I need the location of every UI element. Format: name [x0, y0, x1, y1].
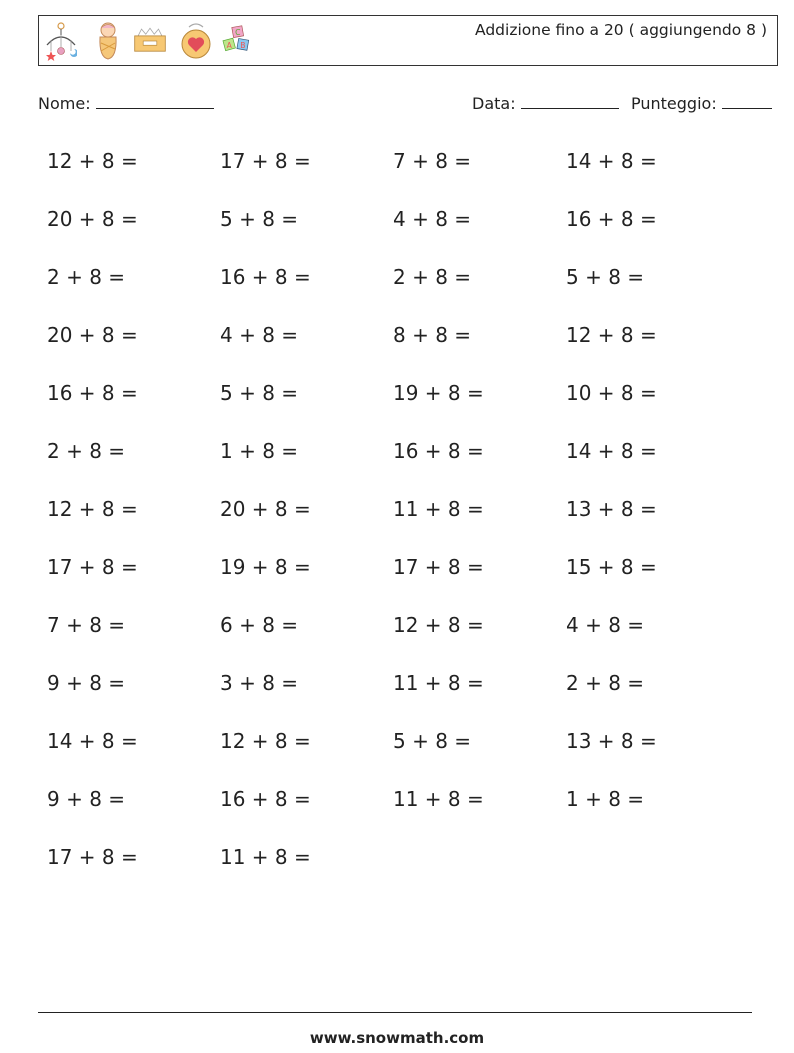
swaddled-baby-icon — [91, 21, 125, 61]
addition-problem: 12 + 8 = — [47, 497, 138, 521]
addition-problem: 7 + 8 = — [393, 149, 472, 173]
addition-problem: 16 + 8 = — [393, 439, 484, 463]
svg-text:B: B — [240, 40, 246, 50]
addition-problem: 2 + 8 = — [393, 265, 472, 289]
worksheet-header — [38, 15, 778, 66]
addition-problem: 16 + 8 = — [220, 265, 311, 289]
tissue-box-icon — [133, 21, 167, 61]
addition-problem: 4 + 8 = — [566, 613, 645, 637]
addition-problem: 12 + 8 = — [47, 149, 138, 173]
addition-problem: 1 + 8 = — [220, 439, 299, 463]
addition-problem: 19 + 8 = — [220, 555, 311, 579]
addition-problem: 15 + 8 = — [566, 555, 657, 579]
addition-problem: 19 + 8 = — [393, 381, 484, 405]
addition-problem: 2 + 8 = — [47, 439, 126, 463]
addition-problem: 16 + 8 = — [220, 787, 311, 811]
addition-problem: 7 + 8 = — [47, 613, 126, 637]
addition-problem: 14 + 8 = — [566, 439, 657, 463]
addition-problem: 4 + 8 = — [393, 207, 472, 231]
name-blank-line — [96, 94, 214, 109]
name-field — [38, 94, 214, 113]
addition-problem: 5 + 8 = — [220, 381, 299, 405]
addition-problem: 20 + 8 = — [220, 497, 311, 521]
addition-problem: 11 + 8 = — [393, 671, 484, 695]
date-field — [472, 94, 619, 113]
addition-problem: 17 + 8 = — [393, 555, 484, 579]
baby-bib-heart-icon — [179, 21, 213, 61]
svg-text:C: C — [235, 28, 241, 38]
addition-problem: 14 + 8 = — [566, 149, 657, 173]
addition-problem: 3 + 8 = — [220, 671, 299, 695]
addition-problem: 8 + 8 = — [393, 323, 472, 347]
score-field — [631, 94, 772, 113]
addition-problem: 11 + 8 = — [393, 787, 484, 811]
score-label: Punteggio: — [631, 94, 717, 113]
addition-problem: 2 + 8 = — [566, 671, 645, 695]
addition-problem: 13 + 8 = — [566, 497, 657, 521]
svg-text:A: A — [226, 40, 232, 50]
addition-problem: 2 + 8 = — [47, 265, 126, 289]
addition-problem: 11 + 8 = — [220, 845, 311, 869]
addition-problem: 4 + 8 = — [220, 323, 299, 347]
addition-problem: 9 + 8 = — [47, 671, 126, 695]
addition-problem: 17 + 8 = — [47, 555, 138, 579]
addition-problem: 16 + 8 = — [566, 207, 657, 231]
addition-problem: 12 + 8 = — [393, 613, 484, 637]
addition-problem: 12 + 8 = — [220, 729, 311, 753]
name-label: Nome: — [38, 94, 91, 113]
abc-blocks-icon — [219, 21, 253, 61]
addition-problem: 20 + 8 = — [47, 323, 138, 347]
addition-problem: 17 + 8 = — [220, 149, 311, 173]
addition-problem: 17 + 8 = — [47, 845, 138, 869]
addition-problem: 5 + 8 = — [393, 729, 472, 753]
baby-mobile-icon — [43, 21, 77, 61]
score-blank-line — [722, 94, 772, 109]
date-label: Data: — [472, 94, 516, 113]
addition-problem: 13 + 8 = — [566, 729, 657, 753]
addition-problem: 5 + 8 = — [220, 207, 299, 231]
addition-problem: 6 + 8 = — [220, 613, 299, 637]
footer-divider — [38, 1012, 752, 1013]
addition-problem: 16 + 8 = — [47, 381, 138, 405]
footer-url: www.snowmath.com — [309, 1029, 485, 1047]
addition-problem: 1 + 8 = — [566, 787, 645, 811]
addition-problem: 12 + 8 = — [566, 323, 657, 347]
addition-problem: 5 + 8 = — [566, 265, 645, 289]
addition-problem: 14 + 8 = — [47, 729, 138, 753]
addition-problem: 20 + 8 = — [47, 207, 138, 231]
addition-problem: 9 + 8 = — [47, 787, 126, 811]
addition-problem: 11 + 8 = — [393, 497, 484, 521]
date-blank-line — [521, 94, 619, 109]
worksheet-title: Addizione fino a 20 ( aggiungendo 8 ) — [475, 21, 767, 39]
addition-problem: 10 + 8 = — [566, 381, 657, 405]
